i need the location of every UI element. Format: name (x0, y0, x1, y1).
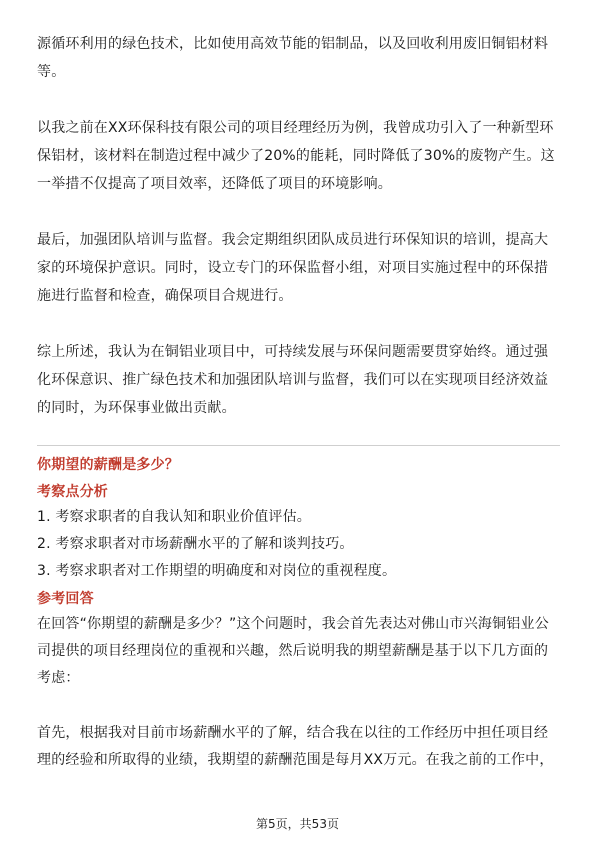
text-line: 化环保意识、推广绿色技术和加强团队培训与监督，我们可以在实现项目经济效益 (37, 372, 549, 388)
text-line: 理的经验和所取得的业绩，我期望的薪酬范围是每月XX万元。在我之前的工作中， (37, 752, 554, 768)
text-line: 最后，加强团队培训与监督。我会定期组织团队成员进行环保知识的培训，提高大 (37, 232, 549, 248)
text-line: 以我之前在XX环保科技有限公司的项目经理经历为例，我曾成功引入了一种新型环 (37, 120, 554, 136)
analysis-heading: 考察点分析 (37, 484, 108, 500)
page-number: 第5页，共53页 (256, 817, 339, 831)
analysis-list (37, 504, 560, 585)
text-line: 司提供的项目经理岗位的重视和兴趣，然后说明我的期望薪酬是基于以下几方面的 (37, 643, 549, 659)
paragraph-1 (37, 30, 560, 86)
paragraph-2 (37, 114, 560, 198)
text-line: 施进行监督和检查，确保项目合规进行。 (37, 288, 293, 304)
paragraph-gap (37, 86, 560, 114)
question-title: 你期望的薪酬是多少？ (37, 457, 179, 473)
list-item: 2. 考察求职者对市场薪酬水平的了解和谈判技巧。 (37, 536, 354, 552)
text-line: 保铝材，该材料在制造过程中减少了20%的能耗，同时降低了30%的废物产生。这 (37, 148, 555, 164)
paragraph-gap (37, 198, 560, 226)
list-item: 1. 考察求职者的自我认知和职业价值评估。 (37, 509, 312, 525)
text-line: 的同时，为环保事业做出贡献。 (37, 400, 236, 416)
text-line: 在回答“你期望的薪酬是多少？”这个问题时，我会首先表达对佛山市兴海铜铝业公 (37, 616, 549, 632)
text-line: 源循环利用的绿色技术，比如使用高效节能的铝制品，以及回收利用废旧铜铝材料 (37, 36, 549, 52)
question-section (37, 452, 560, 774)
answer-body (37, 611, 560, 774)
paragraph-3 (37, 226, 560, 310)
text-line: 等。 (37, 64, 66, 80)
text-line: 考虑： (37, 670, 80, 686)
text-line: 综上所述，我认为在铜铝业项目中，可持续发展与环保问题需要贯穿始终。通过强 (37, 344, 549, 360)
answer-paragraph-1 (37, 611, 560, 692)
text-line: 首先，根据我对目前市场薪酬水平的了解，结合我在以往的工作经历中担任项目经 (37, 725, 549, 741)
paragraph-gap (37, 692, 560, 720)
paragraph-gap (37, 310, 560, 338)
document-body (37, 30, 560, 422)
answer-heading: 参考回答 (37, 591, 94, 607)
section-divider (37, 445, 560, 446)
answer-paragraph-2 (37, 720, 560, 774)
text-line: 一举措不仅提高了项目效率，还降低了项目的环境影响。 (37, 176, 392, 192)
paragraph-4 (37, 338, 560, 422)
text-line: 家的环境保护意识。同时，设立专门的环保监督小组，对项目实施过程中的环保措 (37, 260, 549, 276)
list-item: 3. 考察求职者对工作期望的明确度和对岗位的重视程度。 (37, 563, 397, 579)
